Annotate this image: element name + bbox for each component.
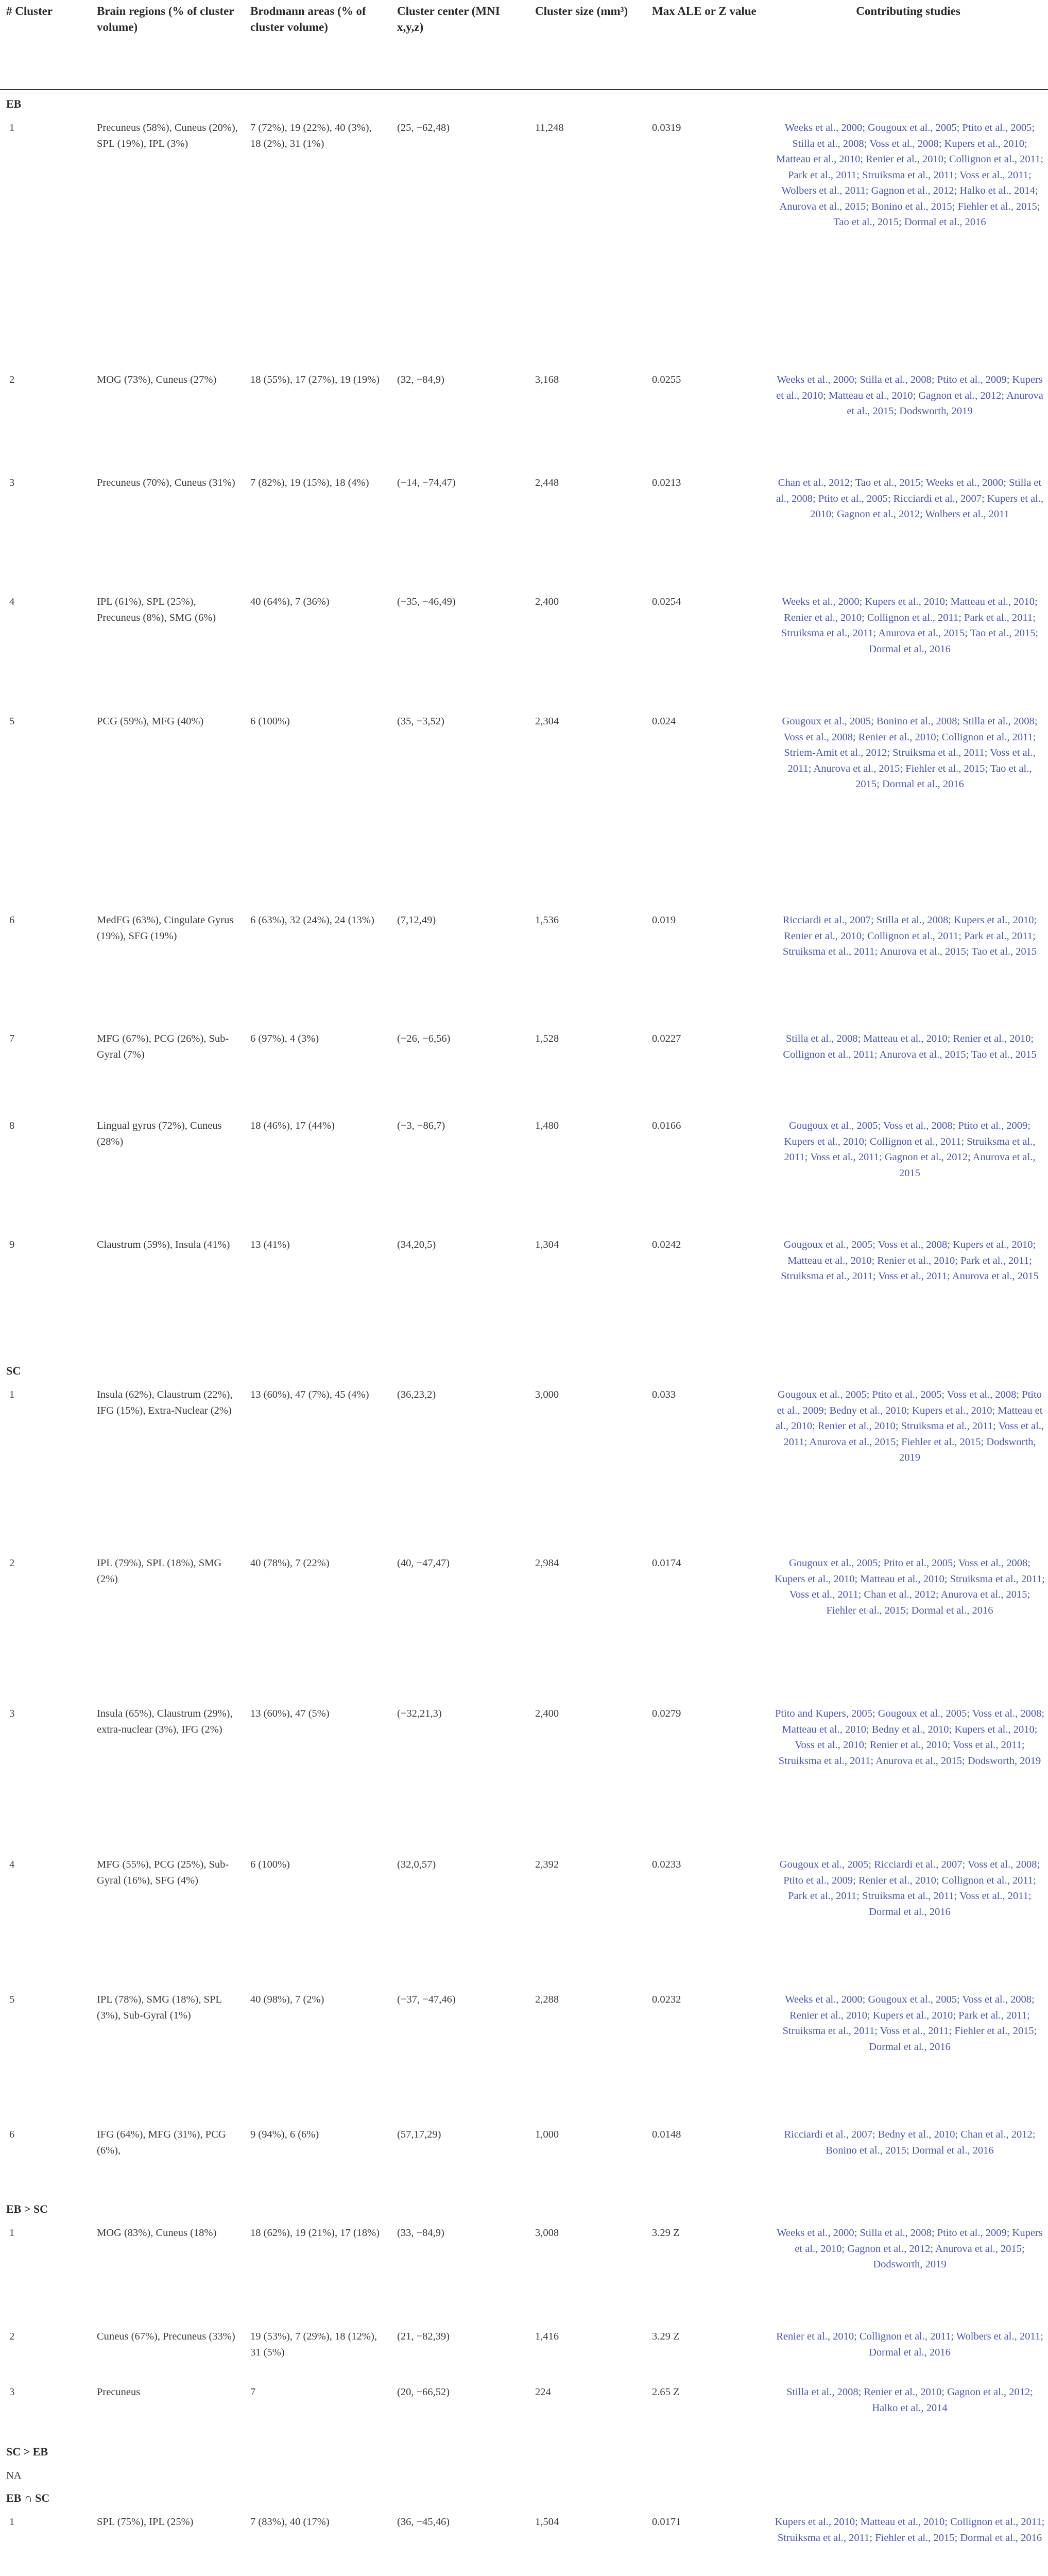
cell-size: 2,984 xyxy=(535,1557,559,1569)
header-size: Cluster size (mm³) xyxy=(535,5,628,18)
cell-size: 1,416 xyxy=(535,2331,559,2342)
section-header xyxy=(0,1357,1048,1384)
cell-brain-regions: Precuneus (70%), Cuneus (31%) xyxy=(97,477,235,488)
cell-center: (−35, −46,49) xyxy=(397,596,456,607)
cell-ale: 0.0254 xyxy=(652,596,681,607)
cell-studies: Chan et al., 2012; Tao et al., 2015; Weeks et al., 2000; Stilla et al., 2008; Ptito et al., 2005; Ricciardi et al., 2007; Kupers et al., 2010; Gagnon et al., 2012; Wolbers et al., 2011 xyxy=(776,477,1044,520)
cell-studies: Weeks et al., 2000; Gougoux et al., 2005; Voss et al., 2008; Renier et al., 2010; Kupers et al., 2010; Park et al., 2011; Struiksma et al., 2011; Voss et al., 2011; Fiehler et al., 2015; Dormal et al., 2016 xyxy=(782,1994,1037,2053)
cell-ale: 0.0233 xyxy=(652,1859,681,1870)
cell-brodmann: 6 (100%) xyxy=(250,1859,290,1870)
cell-cluster-number: 9 xyxy=(9,1239,15,1250)
cell-brain-regions: Lingual gyrus (72%), Cuneus (28%) xyxy=(97,1120,222,1147)
table-row xyxy=(0,2222,1048,2326)
section-header xyxy=(0,2484,1048,2511)
table-row xyxy=(0,472,1048,591)
cell-size: 1,480 xyxy=(535,1120,559,1131)
header-studies: Contributing studies xyxy=(856,5,960,18)
cell-brain-regions: MedFG (63%), Cingulate Gyrus (19%), SFG (19%) xyxy=(97,914,234,942)
cell-cluster-number: 4 xyxy=(9,1859,15,1870)
cell-brain-regions: Cuneus (67%), Precuneus (33%) xyxy=(97,2331,235,2342)
cell-brain-regions: MFG (55%), PCG (25%), Sub-Gyral (16%), SFG (4%) xyxy=(97,1859,229,1886)
cell-cluster-number: 3 xyxy=(9,477,15,488)
header-ale: Max ALE or Z value xyxy=(652,5,757,18)
section-header xyxy=(0,2438,1048,2465)
cell-size: 1,536 xyxy=(535,914,559,926)
table-row xyxy=(0,1989,1048,2124)
table-row xyxy=(0,1703,1048,1854)
cell-studies: Renier et al., 2010; Collignon et al., 2011; Wolbers et al., 2011; Dormal et al., 2016 xyxy=(776,2331,1043,2358)
cell-brodmann: 13 (60%), 47 (7%), 45 (4%) xyxy=(250,1389,369,1400)
cell-center: (40, −47,47) xyxy=(397,1557,450,1569)
table-header xyxy=(0,0,1048,90)
cell-center: (33, −84,9) xyxy=(397,2227,444,2239)
cell-cluster-number: 2 xyxy=(9,374,15,385)
cell-studies: Weeks et al., 2000; Gougoux et al., 2005; Ptito et al., 2005; Stilla et al., 2008; Voss et al., 2008; Kupers et al., 2010; Matteau et al., 2010; Renier et al., 2010; Collignon et al., 2011; Park et al., 2011; Struiksma et al., 2011; Voss et al., 2011; Wolbers et al., 2011; Gagnon et al., 2012; Halko et al., 2014; Anurova et al., 2015; Bonino et al., 2015; Fiehler et al., 2015; Tao et al., 2015; Dormal et al., 2016 xyxy=(776,122,1044,228)
table-row xyxy=(0,710,1048,909)
cell-center: (−37, −47,46) xyxy=(397,1994,456,2005)
section-label: EB xyxy=(6,97,22,110)
cell-studies: Ricciardi et al., 2007; Bedny et al., 2010; Chan et al., 2012; Bonino et al., 2015; Dormal et al., 2016 xyxy=(784,2129,1036,2156)
cell-studies: Gougoux et al., 2005; Voss et al., 2008; Ptito et al., 2009; Kupers et al., 2010; Collignon et al., 2011; Struiksma et al., 2011; Voss et al., 2011; Gagnon et al., 2012; Anurova et al., 2015 xyxy=(784,1120,1036,1179)
cell-ale: 0.0174 xyxy=(652,1557,681,1569)
cell-studies: Ricciardi et al., 2007; Stilla et al., 2008; Kupers et al., 2010; Renier et al., 2010; Collignon et al., 2011; Park et al., 2011; Struiksma et al., 2011; Anurova et al., 2015; Tao et al., 2015 xyxy=(782,914,1037,957)
cell-cluster-number: 8 xyxy=(9,1120,15,1131)
cell-brain-regions: Claustrum (59%), Insula (41%) xyxy=(97,1239,230,1250)
cell-brodmann: 6 (63%), 32 (24%), 24 (13%) xyxy=(250,914,374,926)
cell-center: (32, −84,9) xyxy=(397,374,444,385)
cell-brain-regions: PCG (59%), MFG (40%) xyxy=(97,716,204,727)
cell-studies: Weeks et al., 2000; Stilla et al., 2008; Ptito et al., 2009; Kupers et al., 2010; Matteau et al., 2010; Gagnon et al., 2012; Anurova et al., 2015; Dodsworth, 2019 xyxy=(776,374,1043,417)
cell-brain-regions: IPL (61%), SPL (25%), Precuneus (8%), SMG (6%) xyxy=(97,596,216,623)
cell-brain-regions: Precuneus (58%), Cuneus (20%), SPL (19%), IPL (3%) xyxy=(97,122,238,149)
cell-brodmann: 19 (53%), 7 (29%), 18 (12%), 31 (5%) xyxy=(250,2331,377,2358)
cell-brodmann: 7 xyxy=(250,2386,256,2398)
cell-center: (−32,21,3) xyxy=(397,1708,442,1719)
cell-brodmann: 40 (78%), 7 (22%) xyxy=(250,1557,330,1569)
cell-cluster-number: 7 xyxy=(9,1033,15,1044)
table-row xyxy=(0,2511,1048,2576)
table-row xyxy=(0,1854,1048,1989)
table-row xyxy=(0,2326,1048,2381)
cell-ale: 0.0242 xyxy=(652,1239,681,1250)
cell-size: 2,288 xyxy=(535,1994,559,2005)
cell-brodmann: 6 (97%), 4 (3%) xyxy=(250,1033,319,1044)
table-row xyxy=(0,591,1048,710)
cell-ale: 0.019 xyxy=(652,914,676,926)
cell-ale: 2.65 Z xyxy=(652,2386,680,2398)
cell-cluster-number: 6 xyxy=(9,914,15,926)
cell-ale: 0.0255 xyxy=(652,374,681,385)
header-row xyxy=(0,0,1048,90)
table-row xyxy=(0,1234,1048,1357)
table-row xyxy=(0,1552,1048,1703)
cell-brain-regions: Insula (62%), Claustrum (22%), IFG (15%), Extra-Nuclear (2%) xyxy=(97,1389,233,1416)
cell-brodmann: 9 (94%), 6 (6%) xyxy=(250,2129,319,2140)
cell-center: (−14, −74,47) xyxy=(397,477,456,488)
cell-center: (32,0,57) xyxy=(397,1859,436,1870)
section-label: SC > EB xyxy=(6,2445,48,2458)
cell-size: 2,448 xyxy=(535,477,559,488)
cell-cluster-number: 4 xyxy=(9,596,15,607)
cell-center: (−3, −86,7) xyxy=(397,1120,445,1131)
header-cluster: # Cluster xyxy=(6,5,53,18)
table-row xyxy=(0,1384,1048,1552)
cell-brain-regions: MOG (73%), Cuneus (27%) xyxy=(97,374,217,385)
cell-studies: Gougoux et al., 2005; Ptito et al., 2005; Voss et al., 2008; Kupers et al., 2010; Matteau et al., 2010; Struiksma et al., 2011; Voss et al., 2011; Chan et al., 2012; Anurova et al., 2015; Fiehler et al., 2015; Dormal et al., 2016 xyxy=(775,1557,1045,1616)
cell-ale: 0.0171 xyxy=(652,2516,681,2528)
cell-brodmann: 18 (46%), 17 (44%) xyxy=(250,1120,335,1131)
cell-center: (35, −3,52) xyxy=(397,716,444,727)
cell-studies: Weeks et al., 2000; Stilla et al., 2008; Ptito et al., 2009; Kupers et al., 2010; Gagnon et al., 2012; Anurova et al., 2015; Dodsworth, 2019 xyxy=(777,2227,1043,2270)
cell-brodmann: 13 (41%) xyxy=(250,1239,290,1250)
cell-brodmann: 7 (83%), 40 (17%) xyxy=(250,2516,330,2528)
cell-size: 1,528 xyxy=(535,1033,559,1044)
cell-ale: 0.0279 xyxy=(652,1708,681,1719)
cell-brain-regions: MOG (83%), Cuneus (18%) xyxy=(97,2227,217,2239)
cell-studies: Stilla et al., 2008; Renier et al., 2010; Gagnon et al., 2012; Halko et al., 2014 xyxy=(786,2386,1033,2414)
cell-studies: Gougoux et al., 2005; Ricciardi et al., 2007; Voss et al., 2008; Ptito et al., 2009; Renier et al., 2010; Collignon et al., 2011; Park et al., 2011; Struiksma et al., 2011; Voss et al., 2011; Dormal et al., 2016 xyxy=(779,1859,1040,1918)
cell-size: 2,392 xyxy=(535,1859,559,1870)
cell-center: (7,12,49) xyxy=(397,914,436,926)
cell-center: (20, −66,52) xyxy=(397,2386,450,2398)
cell-brodmann: 7 (82%), 19 (15%), 18 (4%) xyxy=(250,477,369,488)
cell-size: 3,008 xyxy=(535,2227,559,2239)
cell-size: 1,304 xyxy=(535,1239,559,1250)
cell-brodmann: 40 (98%), 7 (2%) xyxy=(250,1994,324,2005)
cell-ale: 0.033 xyxy=(652,1389,676,1400)
cell-brain-regions: MFG (67%), PCG (26%), Sub-Gyral (7%) xyxy=(97,1033,229,1060)
cell-studies: Kupers et al., 2010; Matteau et al., 2010; Collignon et al., 2011; Struiksma et al., 2011; Fiehler et al., 2015; Dormal et al., 2016 xyxy=(775,2516,1045,2544)
cell-ale: 3.29 Z xyxy=(652,2227,680,2239)
cell-size: 3,000 xyxy=(535,1389,559,1400)
cell-size: 1,504 xyxy=(535,2516,559,2528)
cell-size: 2,304 xyxy=(535,716,559,727)
cell-center: (21, −82,39) xyxy=(397,2331,450,2342)
cell-size: 11,248 xyxy=(535,122,564,133)
header-brodmann: Brodmann areas (% of cluster volume) xyxy=(250,5,366,33)
cell-ale: 0.0148 xyxy=(652,2129,681,2140)
cell-ale: 3.29 Z xyxy=(652,2331,680,2342)
table-body xyxy=(0,90,1048,2576)
cell-size: 2,400 xyxy=(535,596,559,607)
cell-size: 3,168 xyxy=(535,374,559,385)
section-label: SC xyxy=(6,1364,21,1377)
cell-brodmann: 6 (100%) xyxy=(250,716,290,727)
cell-ale: 0.0213 xyxy=(652,477,681,488)
cell-studies: Gougoux et al., 2005; Ptito et al., 2005; Voss et al., 2008; Ptito et al., 2009; Bedny et al., 2010; Kupers et al., 2010; Matteau et al., 2010; Renier et al., 2010; Struiksma et al., 2011; Voss et al., 2011; Anurova et al., 2015; Fiehler et al., 2015; Dodsworth, 2019 xyxy=(775,1389,1044,1463)
cell-size: 1,000 xyxy=(535,2129,559,2140)
cell-studies: Ptito and Kupers, 2005; Gougoux et al., 2005; Voss et al., 2008; Matteau et al., 2010; Bedny et al., 2010; Kupers et al., 2010; Voss et al., 2010; Renier et al., 2010; Voss et al., 2011; Struiksma et al., 2011; Anurova et al., 2015; Dodsworth, 2019 xyxy=(775,1708,1045,1767)
cell-brodmann: 18 (62%), 19 (21%), 17 (18%) xyxy=(250,2227,380,2239)
cell-cluster-number: 3 xyxy=(9,1708,15,1719)
cell-brain-regions: SPL (75%), IPL (25%) xyxy=(97,2516,194,2528)
cell-studies: Gougoux et al., 2005; Voss et al., 2008; Kupers et al., 2010; Matteau et al., 2010; Renier et al., 2010; Park et al., 2011; Struiksma et al., 2011; Voss et al., 2011; Anurova et al., 2015 xyxy=(781,1239,1039,1282)
cell-ale: 0.0227 xyxy=(652,1033,681,1044)
section-header xyxy=(0,2195,1048,2222)
section-header xyxy=(0,90,1048,117)
section-label: EB ∩ SC xyxy=(6,2492,50,2504)
cell-center: (25, −62,48) xyxy=(397,122,450,133)
table-row xyxy=(0,909,1048,1028)
cell-ale: 0.024 xyxy=(652,716,676,727)
cell-center: (−26, −6,56) xyxy=(397,1033,451,1044)
cell-cluster-number: 2 xyxy=(9,2331,15,2342)
cell-ale: 0.0166 xyxy=(652,1120,681,1131)
cell-brodmann: 18 (55%), 17 (27%), 19 (19%) xyxy=(250,374,380,385)
cell-brodmann: 13 (60%), 47 (5%) xyxy=(250,1708,330,1719)
cell-studies: Weeks et al., 2000; Kupers et al., 2010; Matteau et al., 2010; Renier et al., 2010; Collignon et al., 2011; Park et al., 2011; Struiksma et al., 2011; Anurova et al., 2015; Tao et al., 2015; Dormal et al., 2016 xyxy=(781,596,1039,655)
table-row xyxy=(0,369,1048,472)
cell-brain-regions: IPL (78%), SMG (18%), SPL (3%), Sub-Gyral (1%) xyxy=(97,1994,222,2021)
cell-size: 2,400 xyxy=(535,1708,559,1719)
cell-cluster-number: 1 xyxy=(9,122,15,133)
cell-ale: 0.0232 xyxy=(652,1994,681,2005)
section-note: NA xyxy=(6,2470,22,2481)
cell-size: 224 xyxy=(535,2386,551,2398)
cell-cluster-number: 1 xyxy=(9,1389,15,1400)
cell-cluster-number: 5 xyxy=(9,1994,15,2005)
header-brain-regions: Brain regions (% of cluster volume) xyxy=(97,5,234,33)
cell-cluster-number: 2 xyxy=(9,1557,15,1569)
cell-brain-regions: Precuneus xyxy=(97,2386,141,2398)
section-note-row xyxy=(0,2465,1048,2484)
cell-ale: 0.0319 xyxy=(652,122,681,133)
cell-center: (36,23,2) xyxy=(397,1389,436,1400)
cell-cluster-number: 1 xyxy=(9,2227,15,2239)
table-row xyxy=(0,2124,1048,2195)
table-row xyxy=(0,2381,1048,2438)
cell-brain-regions: IFG (64%), MFG (31%), PCG (6%), xyxy=(97,2129,226,2156)
table-row xyxy=(0,1028,1048,1115)
cell-cluster-number: 1 xyxy=(9,2516,15,2528)
cell-center: (36, −45,46) xyxy=(397,2516,450,2528)
cell-center: (34,20,5) xyxy=(397,1239,436,1250)
cell-brodmann: 40 (64%), 7 (36%) xyxy=(250,596,330,607)
cell-studies: Stilla et al., 2008; Matteau et al., 2010; Renier et al., 2010; Collignon et al., 2011; Anurova et al., 2015; Tao et al., 2015 xyxy=(783,1033,1037,1060)
table-row xyxy=(0,117,1048,369)
section-label: EB > SC xyxy=(6,2202,48,2215)
cell-cluster-number: 5 xyxy=(9,716,15,727)
cell-brain-regions: Insula (65%), Claustrum (29%), extra-nuclear (3%), IFG (2%) xyxy=(97,1708,233,1735)
cell-brain-regions: IPL (79%), SPL (18%), SMG (2%) xyxy=(97,1557,222,1585)
cell-center: (57,17,29) xyxy=(397,2129,441,2140)
cell-studies: Gougoux et al., 2005; Bonino et al., 2008; Stilla et al., 2008; Voss et al., 2008; Renier et al., 2010; Collignon et al., 2011; Striem-Amit et al., 2012; Struiksma et al., 2011; Voss et al., 2011; Anurova et al., 2015; Fiehler et al., 2015; Tao et al., 2015; Dormal et al., 2016 xyxy=(782,716,1038,790)
header-center: Cluster center (MNI x,y,z) xyxy=(397,5,500,33)
cell-cluster-number: 6 xyxy=(9,2129,15,2140)
table-row xyxy=(0,1115,1048,1234)
cell-brodmann: 7 (72%), 19 (22%), 40 (3%), 18 (2%), 31 (1%) xyxy=(250,122,372,149)
cell-cluster-number: 3 xyxy=(9,2386,15,2398)
